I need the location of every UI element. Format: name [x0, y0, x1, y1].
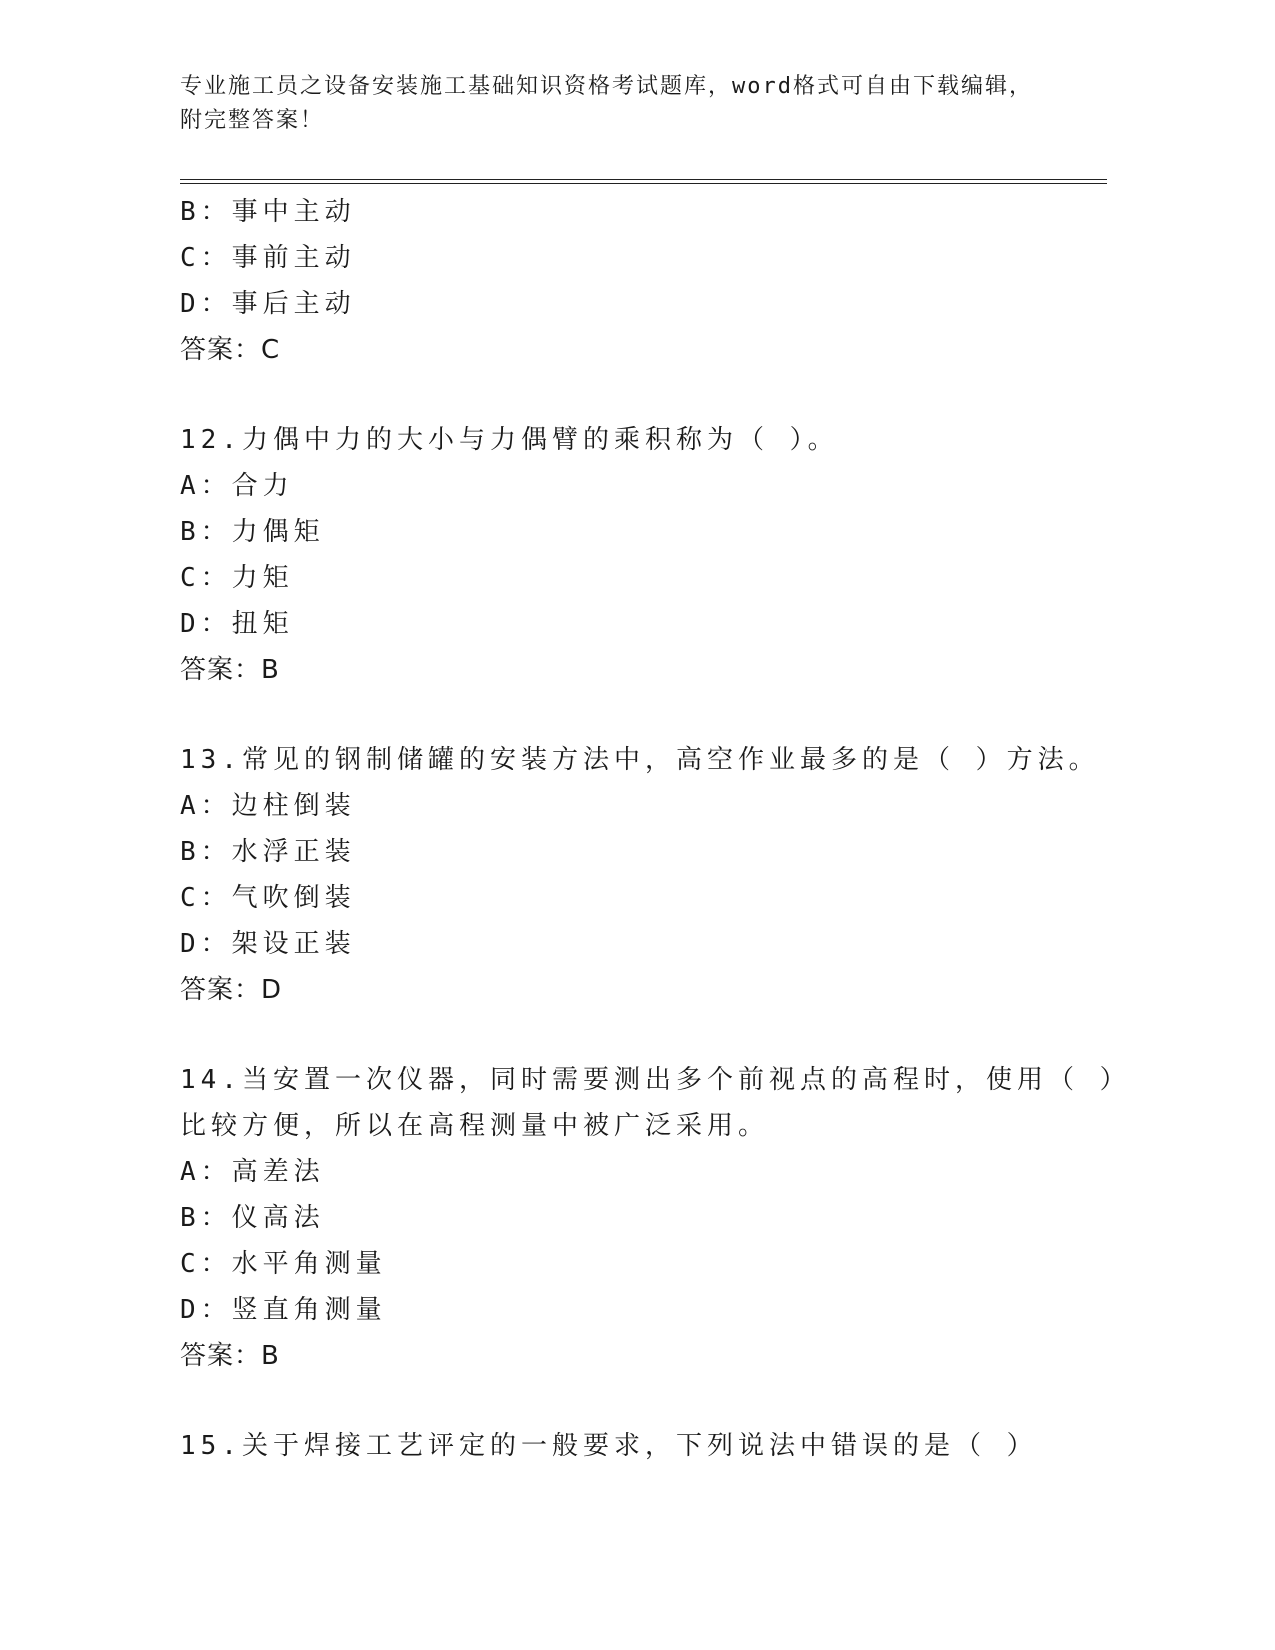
question-text: 13.常见的钢制储罐的安装方法中，高空作业最多的是（ ）方法。	[180, 745, 1100, 775]
spacer	[180, 1379, 1080, 1423]
question-text-line-1: 14.当安置一次仪器，同时需要测出多个前视点的高程时，使用（ ）	[180, 1065, 1131, 1095]
option-b: B：事中主动	[180, 197, 356, 227]
option-d: D：扭矩	[180, 609, 294, 639]
option-c: C：水平角测量	[180, 1249, 387, 1279]
option-a: A：高差法	[180, 1157, 325, 1187]
option-d: D：架设正装	[180, 929, 356, 959]
option-c: C：事前主动	[180, 243, 356, 273]
option-c: C：气吹倒装	[180, 883, 356, 913]
answer-line: 答案：B	[180, 1341, 280, 1371]
question-12-block	[180, 417, 1080, 693]
option-c: C：力矩	[180, 563, 294, 593]
document-header	[180, 70, 1060, 138]
question-text: 15.关于焊接工艺评定的一般要求，下列说法中错误的是（ ）	[180, 1431, 1038, 1461]
option-a: A：合力	[180, 471, 294, 501]
option-d: D：事后主动	[180, 289, 356, 319]
header-divider-top	[180, 179, 1107, 180]
question-15-block	[180, 1423, 1080, 1469]
option-a: A：边柱倒装	[180, 791, 356, 821]
spacer	[180, 373, 1080, 417]
option-b: B：仪高法	[180, 1203, 325, 1233]
answer-line: 答案：D	[180, 975, 283, 1005]
question-text-line-2: 比较方便，所以在高程测量中被广泛采用。	[180, 1111, 770, 1141]
option-b: B：水浮正装	[180, 837, 356, 867]
option-d: D：竖直角测量	[180, 1295, 387, 1325]
spacer	[180, 1013, 1080, 1057]
answer-line: 答案：C	[180, 335, 281, 365]
answer-line: 答案：B	[180, 655, 280, 685]
question-11-block	[180, 189, 1080, 373]
header-line-1: 专业施工员之设备安装施工基础知识资格考试题库，word格式可自由下载编辑，	[180, 74, 1033, 99]
header-line-2: 附完整答案！	[180, 108, 325, 133]
question-14-block	[180, 1057, 1131, 1379]
spacer	[180, 693, 1080, 737]
question-list	[180, 189, 1131, 1469]
question-13-block	[180, 737, 1100, 1013]
option-b: B：力偶矩	[180, 517, 325, 547]
question-text: 12.力偶中力的大小与力偶臂的乘积称为（ ）。	[180, 425, 839, 455]
header-divider-bottom	[180, 183, 1107, 184]
